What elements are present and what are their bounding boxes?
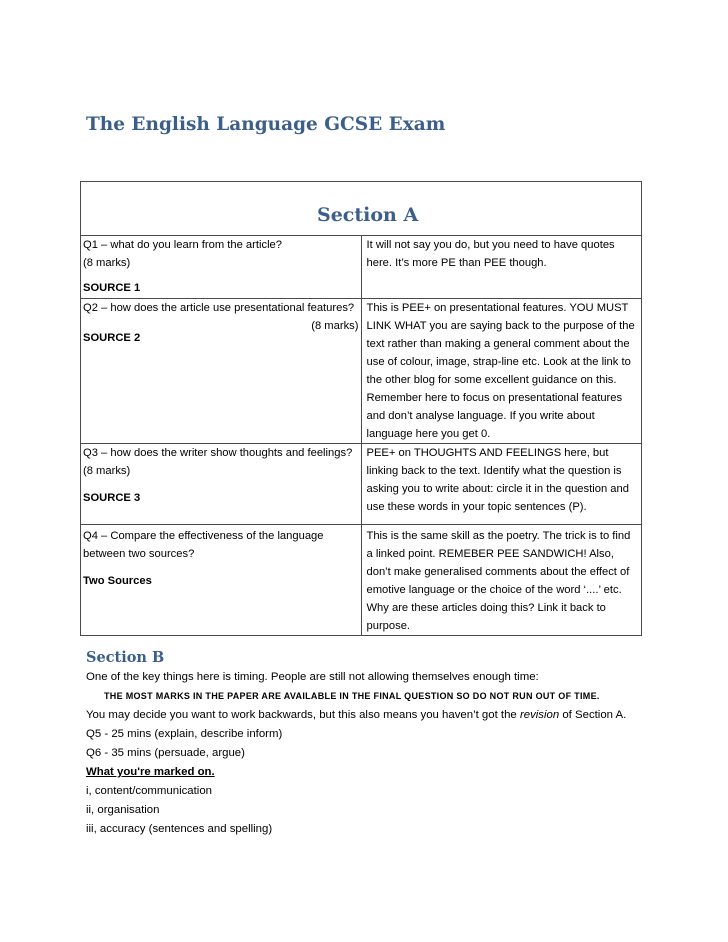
answer-cell: This is PEE+ on presentational features. YOU MUST LINK WHAT you are saying back to the purpose of the text rather than making a general comment about the use of colour, image, strap-line etc. Look at the link to the other blog for some excellent guidance on this. Remember here to focus on presentational features and don’t analyse language. If you write about language here you get 0. [361, 299, 642, 444]
criteria-item: iii, accuracy (sentences and spelling) [86, 823, 273, 835]
table-row [81, 299, 642, 444]
question-marks: (8 marks) [311, 320, 359, 332]
answer-cell: It will not say you do, but you need to have quotes here. It’s more PE than PEE though. [361, 236, 642, 299]
source-label: Two Sources [83, 575, 152, 587]
section-b-body [86, 668, 648, 839]
question-text: Q1 – what do you learn from the article? [83, 239, 282, 251]
timing-intro: One of the key things here is timing. People are still not allowing themselves enough time: [86, 671, 539, 683]
question-marks: (8 marks) [83, 465, 131, 477]
question-text: Q4 – Compare the effectiveness of the language between two sources? [83, 530, 324, 560]
source-label: SOURCE 1 [83, 282, 141, 294]
table-row [81, 525, 642, 636]
source-label: SOURCE 2 [83, 332, 141, 344]
question-cell [81, 525, 362, 636]
table-header-row [81, 182, 642, 236]
table-row [81, 444, 642, 525]
section-b-heading: Section B [86, 649, 165, 666]
q6-timing: Q6 - 35 mins (persuade, argue) [86, 747, 245, 759]
section-a-table [80, 181, 642, 636]
answer-cell: PEE+ on THOUGHTS AND FEELINGS here, but linking back to the text. Identify what the question is asking you to write about: circle it in the question and use these words in your topic sentences (P). [361, 444, 642, 525]
question-cell [81, 444, 362, 525]
section-a-heading: Section A [317, 204, 419, 226]
question-cell [81, 299, 362, 444]
table-row [81, 236, 642, 299]
final-question-warning: THE MOST MARKS IN THE PAPER ARE AVAILABLE IN THE FINAL QUESTION SO DO NOT RUN OUT OF TIME. [104, 691, 600, 701]
question-text: Q2 – how does the article use presentational features? [83, 302, 355, 314]
source-label: SOURCE 3 [83, 492, 141, 504]
question-cell [81, 236, 362, 299]
answer-cell: This is the same skill as the poetry. The trick is to find a linked point. REMEBER PEE SANDWICH! Also, don’t make generalised comments about the effect of emotive language or the choice of the word ‘....’ etc. Why are these articles doing this? Link it back to purpose. [361, 525, 642, 636]
question-marks: (8 marks) [83, 257, 131, 269]
section-a-header-cell [81, 182, 642, 236]
criteria-item: ii, organisation [86, 804, 160, 816]
criteria-item: i, content/communication [86, 785, 212, 797]
q5-timing: Q5 - 25 mins (explain, describe inform) [86, 728, 283, 740]
page-title: The English Language GCSE Exam [86, 114, 446, 135]
work-backwards-note: You may decide you want to work backwards, but this also means you haven’t got the revision of Section A. [86, 709, 627, 721]
marked-on-heading: What you're marked on. [86, 766, 215, 778]
question-text: Q3 – how does the writer show thoughts and feelings? [83, 447, 353, 459]
